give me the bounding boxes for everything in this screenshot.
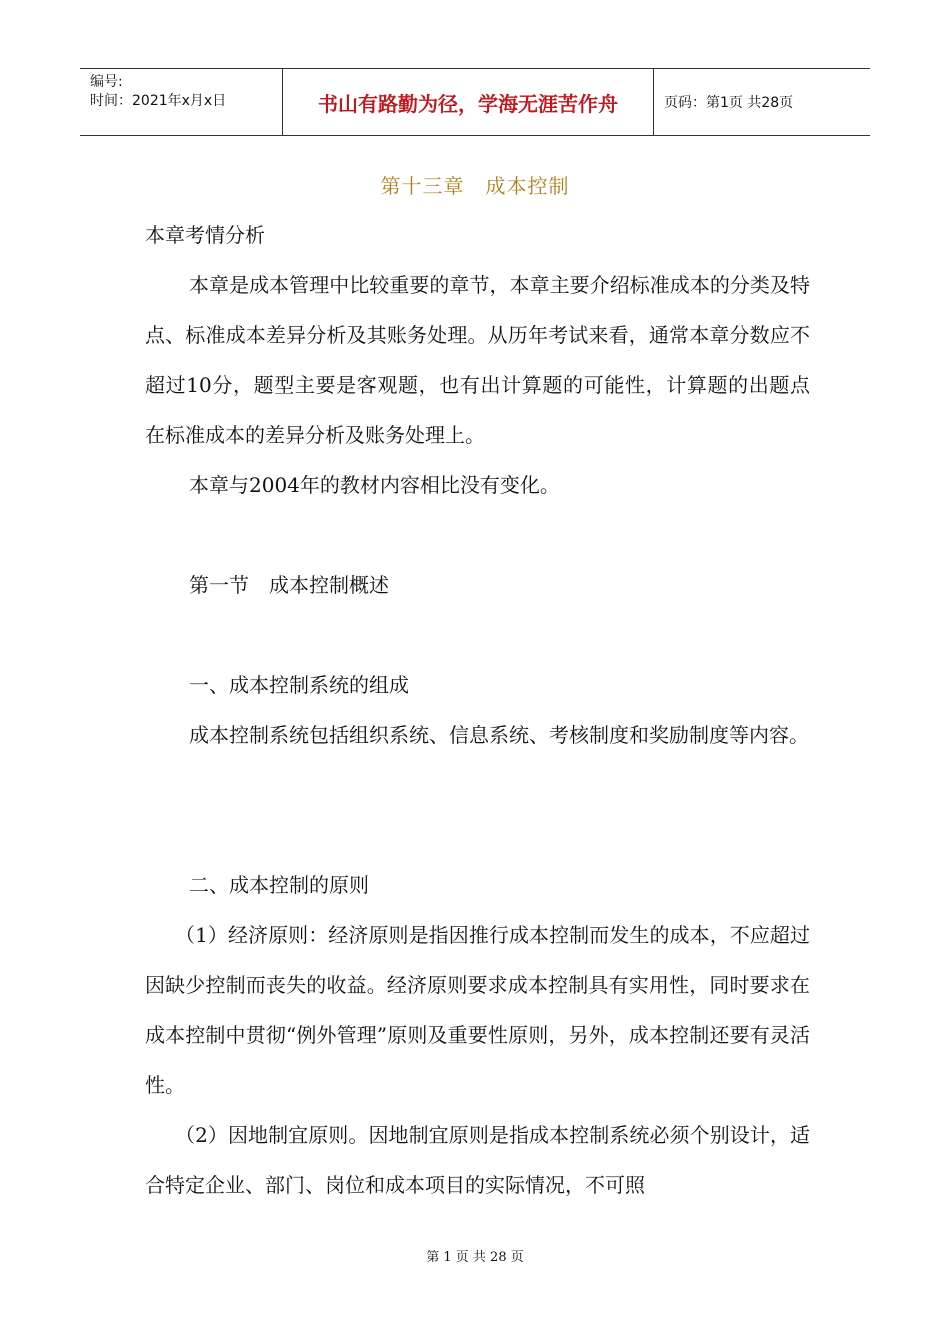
number-label: 编号: bbox=[90, 74, 123, 90]
subsection1-text: 成本控制系统包括组织系统、信息系统、考核制度和奖励制度等内容。 bbox=[189, 723, 809, 747]
page-footer: 第 1 页 共 28 页 bbox=[426, 1250, 524, 1265]
section-title: 第一节 成本控制概述 bbox=[189, 573, 389, 597]
intro-paragraph: 本章是成本管理中比较重要的章节，本章主要介绍标准成本的分类及特点、标准成本差异分析及其账务处理。从历年考试来看，通常本章分数应不超过10分，题型主要是客观题，也有出计算题的可能性，计算题的出题点在标准成本的差异分析及账务处理上。 bbox=[145, 273, 810, 447]
change-note: 本章与2004年的教材内容相比没有变化。 bbox=[189, 473, 560, 497]
header-motto bbox=[282, 69, 654, 135]
subsection2-title: 二、成本控制的原则 bbox=[189, 873, 369, 897]
header-page-info bbox=[654, 69, 870, 135]
page-info-text: 页码：第1页 共28页 bbox=[664, 95, 794, 111]
subsection1-title: 一、成本控制系统的组成 bbox=[189, 673, 409, 697]
document-header bbox=[80, 68, 870, 136]
header-meta bbox=[80, 69, 282, 135]
time-label: 时间：2021年x月x日 bbox=[90, 93, 227, 109]
chapter-title: 第十三章 成本控制 bbox=[380, 174, 570, 198]
principle-2: （2）因地制宜原则。因地制宜原则是指成本控制系统必须个别设计，适合特定企业、部门、岗位和成本项目的实际情况，不可照 bbox=[145, 1123, 810, 1197]
motto-text: 书山有路勤为径，学海无涯苦作舟 bbox=[318, 91, 618, 116]
principle-1: （1）经济原则：经济原则是指因推行成本控制而发生的成本，不应超过因缺少控制而丧失的收益。经济原则要求成本控制具有实用性，同时要求在成本控制中贯彻“例外管理”原则及重要性原则，另外，成本控制还要有灵活性。 bbox=[145, 923, 810, 1097]
analysis-heading: 本章考情分析 bbox=[145, 223, 265, 247]
